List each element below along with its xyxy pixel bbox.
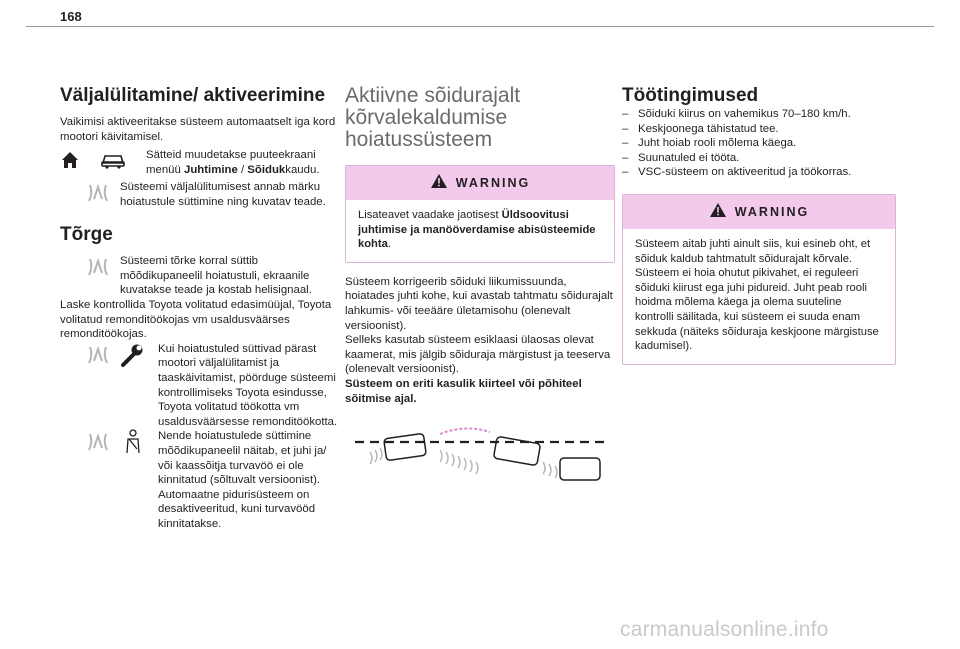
seatbelt-icon xyxy=(122,429,144,455)
warning-body-2: Süsteem aitab juhti ainult siis, kui esineb oht, et sõiduk kaldub tahtmatult sõidurajalt kõrvale. Süsteem ei hoia ohutut pikivahet, ei reguleeri sõiduki kiirust ega juhi pidureid. Juht peab rooli hoidma mõlema käega ja olema suuteline kontrolli säilitada, kui süsteem ei suuda enam sekkuda (näiteks sõiduraja keskjoone märgistuse kadumisel). xyxy=(635,237,879,353)
fault-row-3 xyxy=(60,342,340,430)
watermark: carmanualsonline.info xyxy=(620,618,829,641)
warning-reference: Üldsoovitusi juhtimise ja manööverdamise abisüsteemide kohta xyxy=(358,209,596,251)
settings-text-a: Sätteid muudetakse puuteekraani menüü xyxy=(146,149,316,176)
fault-row-4 xyxy=(60,429,340,531)
lane-para-2: Selleks kasutab süsteem esiklaasi ülaosas olevat kaamerat, mis jälgib sõiduraja märgistust ja teeserva (olenevalt versioonist). xyxy=(345,334,611,376)
warning-label-1: WARNING xyxy=(455,175,531,190)
page-number: 168 xyxy=(60,9,82,24)
menu-separator: / xyxy=(237,163,248,176)
menu-driving: Juhtimine xyxy=(184,163,238,176)
lane-assist-fault-icon xyxy=(86,256,110,278)
section-heading-deactivation: Väljalülitamine/ aktiveerimine xyxy=(60,85,326,106)
settings-text-b: kaudu. xyxy=(285,163,320,176)
intro-text: Vaikimisi aktiveeritakse süsteem automaatselt iga kord mootori käivitamisel. xyxy=(60,116,336,143)
section-heading-lane-departure: Aktiivne sõidurajalt kõrvalekaldumise hoiatussüsteem xyxy=(345,84,521,151)
warning-text-a: Lisateavet vaadake jaotisest xyxy=(358,209,502,221)
settings-row xyxy=(60,148,340,178)
column-deactivation xyxy=(60,85,340,531)
section-heading-fault: Tõrge xyxy=(60,224,113,246)
wrench-icon xyxy=(120,342,144,368)
warning-label-2: WARNING xyxy=(734,204,810,219)
warning-box-2 xyxy=(622,194,896,365)
list-item: – Suunatuled ei tööta. xyxy=(622,151,896,166)
fault-para-3: Kui hoiatustuled süttivad pärast mootori väljalülitamist ja taaskäivitamist, pöörduge süsteemi kontrollimiseks Toyota esindusse, Toyota volitatud töökotta vm usaldusväärsesse remonditöökotta. xyxy=(158,342,338,428)
warning-box-1 xyxy=(345,165,615,263)
deactivate-row xyxy=(60,180,340,210)
warning-triangle-icon xyxy=(709,202,727,222)
lane-para-1: Süsteem korrigeerib sõiduki liikumissuunda, hoiatades juhti kohe, kui avastab tahtmatu sõidurajalt lahkumis- või teeääre ületamisohu (olenevalt versioonist). xyxy=(345,275,613,332)
lane-illustration xyxy=(345,420,615,495)
fault-para-2: Laske kontrollida Toyota volitatud edasimüüjal, Toyota volitatud remonditöökojas vm usaldusväärses remonditöökojas. xyxy=(60,298,332,341)
deactivate-text: Süsteemi väljalülitumisest annab märku hoiatustule süttimine ning kuvatav teade. xyxy=(120,181,326,208)
list-item: – VSC-süsteem on aktiveeritud ja töökorras. xyxy=(622,165,896,180)
fault-para-4: Nende hoiatustulede süttimine mõõdikupaneelil näitab, et juhi ja/ või kaassõitja turvavöö ei ole kinnitatud (sõltuvalt versioonist). Automaatne pidurisüsteem on desaktiveeritud, kuni turvavööd kinnitatakse. xyxy=(158,430,327,530)
home-icon xyxy=(60,150,80,170)
lane-assist-fault-icon-2 xyxy=(86,344,110,366)
warning-triangle-icon xyxy=(430,173,448,193)
lane-assist-fault-icon-3 xyxy=(86,431,110,453)
fault-row-1 xyxy=(60,254,340,298)
list-item: – Keskjoonega tähistatud tee. xyxy=(622,122,896,137)
column-operating-conditions xyxy=(622,85,896,365)
header-rule xyxy=(26,26,934,27)
section-heading-conditions: Töötingimused xyxy=(622,85,759,106)
conditions-list xyxy=(622,107,896,180)
list-item: – Sõiduki kiirus on vahemikus 70–180 km/h. xyxy=(622,107,896,122)
warning-body-1 xyxy=(346,200,614,262)
menu-vehicle: Sõiduk xyxy=(247,163,286,176)
fault-para-1: Süsteemi tõrke korral süttib mõõdikupaneelil hoiatustuli, ekraanile kuvatakse teade ja kostab helisignaal. xyxy=(120,255,312,297)
lane-assist-warning-icon xyxy=(86,182,110,204)
column-lane-departure xyxy=(345,85,615,495)
warning-header-2 xyxy=(623,195,895,229)
warning-text-b: . xyxy=(387,238,391,251)
lane-para-3: Süsteem on eriti kasulik kiirteel või põhiteel sõitmise ajal. xyxy=(345,377,582,405)
list-item: – Juht hoiab rooli mõlema käega. xyxy=(622,136,896,151)
warning-header-1 xyxy=(346,166,614,200)
car-settings-icon xyxy=(100,150,126,170)
